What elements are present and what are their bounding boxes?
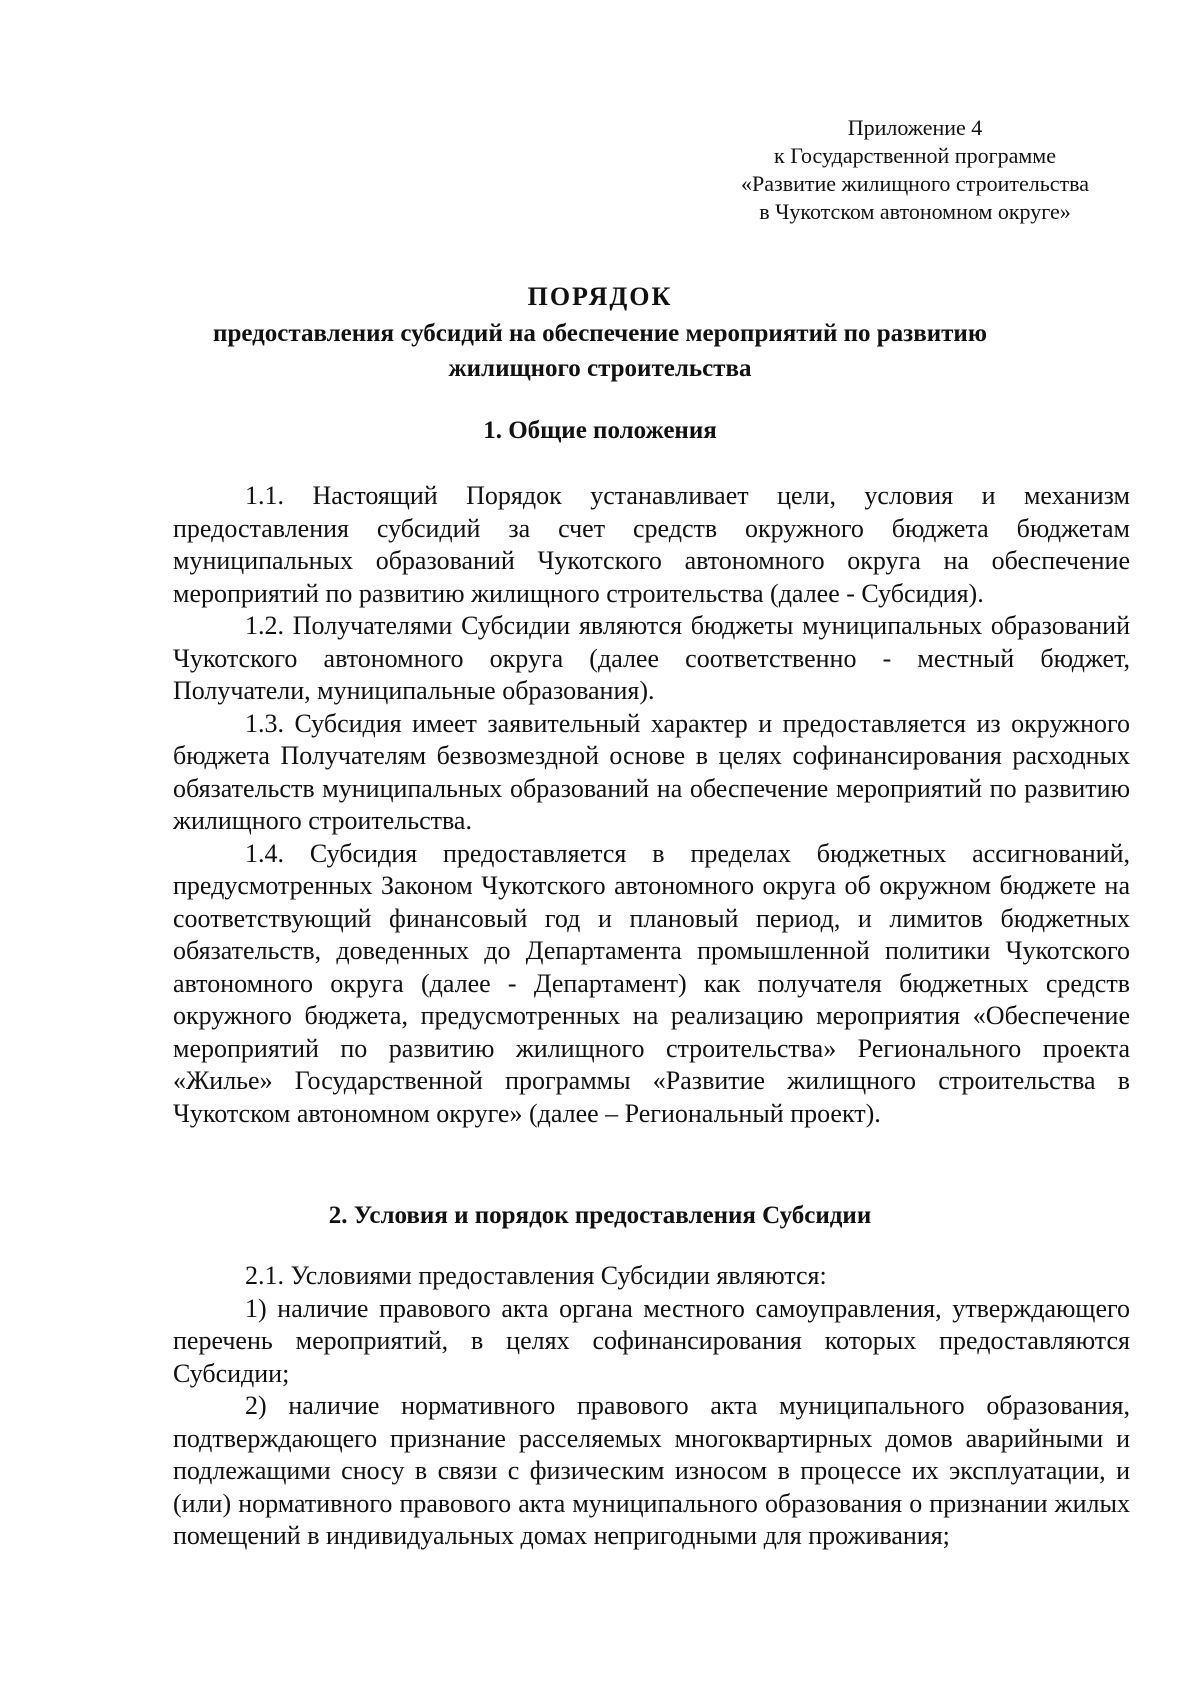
section-1-heading: 1. Общие положения [483, 417, 717, 444]
document-subtitle [160, 316, 1040, 386]
appendix-line-2: к Государственной программе [774, 143, 1056, 168]
paragraph-1-2: 1.2. Получателями Субсидии являются бюджеты муниципальных образований Чукотского автономного округа (далее соответственно - местный бюджет, Получатели, муниципальные образования). [173, 611, 1130, 705]
appendix-line-3: «Развитие жилищного строительства [741, 171, 1089, 196]
appendix-header [700, 114, 1130, 226]
paragraph-1-4: 1.4. Субсидия предоставляется в пределах бюджетных ассигнований, предусмотренных Законом Чукотского автономного округа об окружном бюджете на соответствующий финансовый год и плановый период, и лимитов бюджетных обязательств, доведенных до Департамента промышленной политики Чукотского автономного округа (далее - Департамент) как получателя бюджетных средств окружного бюджета, предусмотренных на реализацию мероприятия «Обеспечение мероприятий по развитию жилищного строительства» Регионального проекта «Жилье» Государственной программы «Развитие жилищного строительства в Чукотском автономном округе» (далее – Региональный проект). [173, 838, 1130, 1128]
appendix-line-1: Приложение 4 [847, 115, 983, 140]
appendix-line-4: в Чукотском автономном округе» [759, 199, 1071, 224]
section-2-heading: 2. Условия и порядок предоставления Субсидии [328, 1202, 872, 1229]
paragraph-1-3: 1.3. Субсидия имеет заявительный характер и предоставляется из окружного бюджета Получателям безвозмездной основе в целях софинансирования расходных обязательств муниципальных образований на обеспечение мероприятий по развитию жилищного строительства. [173, 708, 1130, 835]
section-2-body [173, 1260, 1130, 1553]
paragraph-1-1: 1.1. Настоящий Порядок устанавливает цели, условия и механизм предоставления субсидий за счет средств окружного бюджета бюджетам муниципальных образований Чукотского автономного округа на обеспечение мероприятий по развитию жилищного строительства (далее - Субсидия). [173, 481, 1130, 608]
paragraph-2-1-item-2: 2) наличие нормативного правового акта муниципального образования, подтверждающего признание расселяемых многоквартирных домов аварийными и подлежащими сносу в связи с физическим износом в процессе их эксплуатации, и (или) нормативного правового акта муниципального образования о признании жилых помещений в индивидуальных домах непригодными для проживания; [173, 1391, 1130, 1550]
section-1-body [173, 480, 1130, 1130]
subtitle-line-1: предоставления субсидий на обеспечение мероприятий по развитию [213, 320, 987, 347]
subtitle-line-2: жилищного строительства [448, 355, 752, 382]
document-title: ПОРЯДОК [527, 282, 673, 311]
paragraph-2-1-item-1: 1) наличие правового акта органа местного самоуправления, утверждающего перечень мероприятий, в целях софинансирования которых предоставляются Субсидии; [173, 1293, 1130, 1388]
paragraph-2-1: 2.1. Условиями предоставления Субсидии являются: [245, 1261, 827, 1290]
